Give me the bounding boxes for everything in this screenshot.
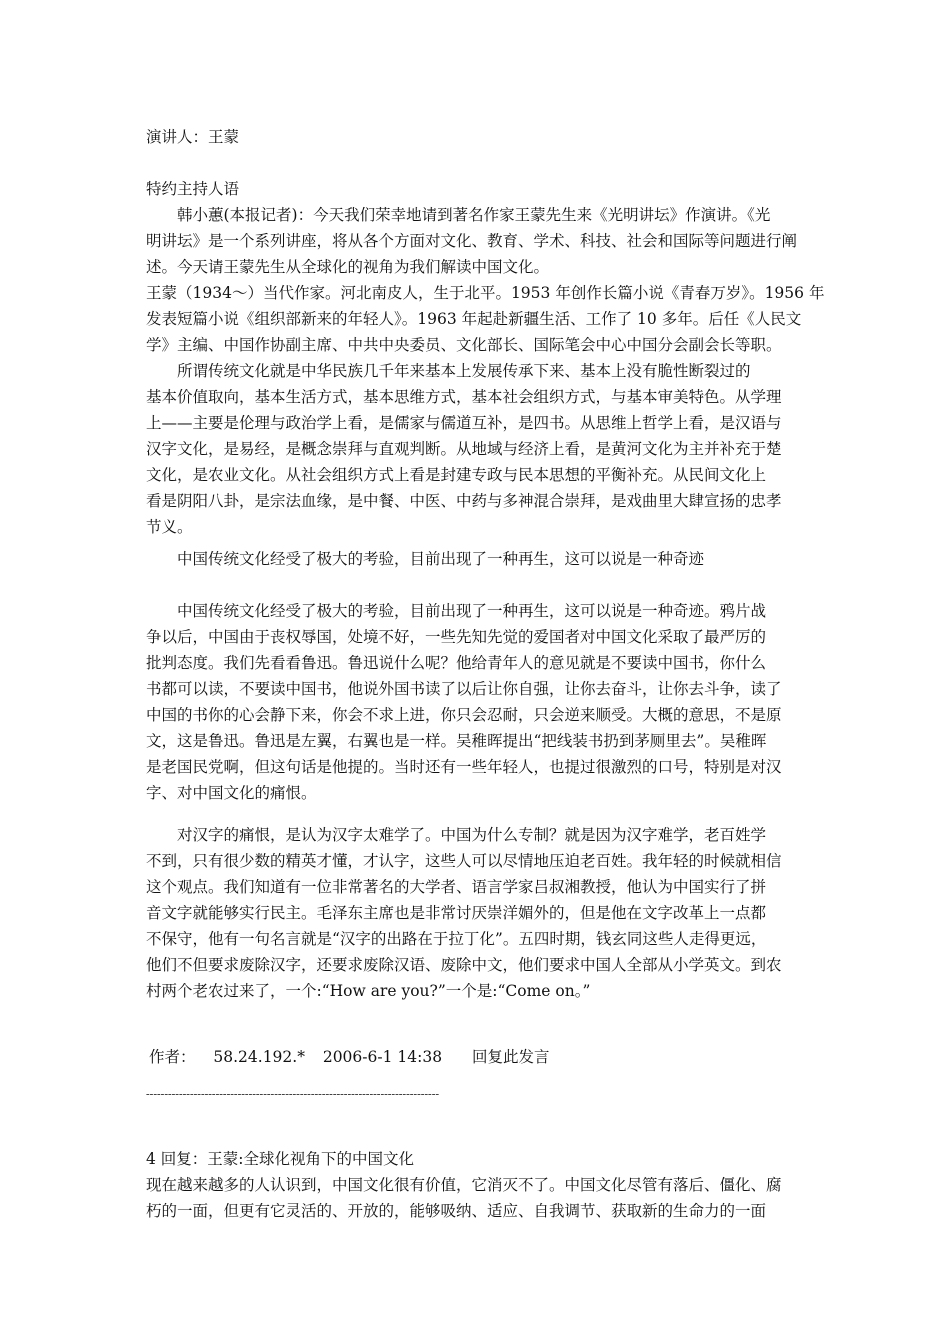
bio-line: 发表短篇小说《组织部新来的年轻人》。1963 年起赴新疆生活、工作了 10 多年。后任《人民文 [146, 310, 802, 328]
para1-line: 上——主要是伦理与政治学上看，是儒家与儒道互补，是四书。从思维上哲学上看，是汉语与 [146, 414, 782, 432]
host-heading: 特约主持人语 [146, 180, 240, 198]
para2-line: 批判态度。我们先看看鲁迅。鲁迅说什么呢？他给青年人的意见就是不要读中国书，你什么 [146, 654, 767, 672]
para3-line: 对汉字的痛恨，是认为汉字太难学了。中国为什么专制？就是因为汉字难学，老百姓学 [177, 826, 767, 844]
intro-line: 明讲坛》是一个系列讲座，将从各个方面对文化、教育、学术、科技、社会和国际等问题进行阐 [146, 232, 798, 250]
host-section [146, 176, 825, 540]
para2-line: 书都可以读，不要读中国书，他说外国书读了以后让你自强，让你去奋斗，让你去斗争，读了 [146, 680, 782, 698]
para3-line: 不保守，他有一句名言就是“汉字的出路在于拉丁化”。五四时期，钱玄同这些人走得更远， [146, 930, 767, 948]
bio-line: 王蒙（1934～）当代作家。河北南皮人，生于北平。1953 年创作长篇小说《青春万岁》。1956 年 [146, 284, 825, 302]
intro-line: 韩小蕙(本报记者)：今天我们荣幸地请到著名作家王蒙先生来《光明讲坛》作演讲。《光 [177, 206, 771, 224]
paragraph-2 [146, 598, 806, 806]
reply-title[interactable]: 4 回复：王蒙:全球化视角下的中国文化 [146, 1150, 415, 1168]
para3-line: 音文字就能够实行民主。毛泽东主席也是非常讨厌崇洋媚外的，但是他在文字改革上一点都 [146, 904, 767, 922]
para3-line: 他们不但要求废除汉字，还要求废除汉语、废除中文，他们要求中国人全部从小学英文。到农 [146, 956, 782, 974]
para2-line: 中国传统文化经受了极大的考验，目前出现了一种再生，这可以说是一种奇迹。鸦片战 [177, 602, 767, 620]
para2-line: 字、对中国文化的痛恨。 [146, 784, 317, 802]
para1-line: 所谓传统文化就是中华民族几千年来基本上发展传承下来、基本上没有脆性断裂过的 [177, 362, 751, 380]
para2-line: 文，这是鲁迅。鲁迅是左翼，右翼也是一样。吴稚晖提出“把线装书扔到茅厕里去”。吴稚晖 [146, 732, 767, 750]
reply-line: 现在越来越多的人认识到，中国文化很有价值，它消灭不了。中国文化尽管有落后、僵化、腐 [146, 1176, 782, 1194]
para1-line: 汉字文化，是易经，是概念崇拜与直观判断。从地域与经济上看，是黄河文化为主并补充于楚 [146, 440, 782, 458]
post-datetime: 2006-6-1 14:38 [322, 1048, 443, 1066]
post-meta-line [146, 1044, 806, 1070]
para2-line: 争以后，中国由于丧权辱国，处境不好，一些先知先觉的爱国者对中国文化采取了最严厉的 [146, 628, 767, 646]
intro-line: 述。今天请王蒙先生从全球化的视角为我们解读中国文化。 [146, 258, 550, 276]
para1-line: 看是阴阳八卦，是宗法血缘，是中餐、中医、中药与多神混合崇拜，是戏曲里大肆宣扬的忠孝 [146, 492, 782, 510]
subheading: 中国传统文化经受了极大的考验，目前出现了一种再生，这可以说是一种奇迹 [177, 550, 705, 568]
subheading-block [146, 546, 806, 572]
paragraph-3 [146, 822, 806, 1004]
author-ip: 58.24.192.* [213, 1048, 305, 1066]
author-label: 作者： [149, 1048, 196, 1066]
para3-line: 这个观点。我们知道有一位非常著名的大学者、语言学家吕叔湘教授，他认为中国实行了拼 [146, 878, 767, 896]
para3-line: 村两个老农过来了，一个:“How are you?”一个是:“Come on。” [146, 982, 591, 1000]
para2-line: 中国的书你的心会静下来，你会不求上进，你只会忍耐，只会逆来顺受。大概的意思，不是原 [146, 706, 782, 724]
para1-line: 基本价值取向，基本生活方式，基本思维方式，基本社会组织方式，与基本审美特色。从学理 [146, 388, 782, 406]
bio-line: 学》主编、中国作协副主席、中共中央委员、文化部长、国际笔会中心中国分会副会长等职。 [146, 336, 782, 354]
reply-line: 朽的一面，但更有它灵活的、开放的，能够吸纳、适应、自我调节、获取新的生命力的一面 [146, 1202, 767, 1220]
para1-line: 文化，是农业文化。从社会组织方式上看是封建专政与民本思想的平衡补充。从民间文化上 [146, 466, 767, 484]
speaker-line [146, 124, 806, 150]
para3-line: 不到，只有很少数的精英才懂，才认字，这些人可以尽情地压迫老百姓。我年轻的时候就相信 [146, 852, 782, 870]
speaker-text: 演讲人：王蒙 [146, 128, 240, 146]
post-meta [146, 1044, 806, 1070]
reply-link[interactable]: 回复此发言 [471, 1048, 550, 1066]
reply-section [146, 1146, 806, 1224]
divider-text: -------------------------------------------------------------------------------- [146, 1088, 440, 1100]
para1-line: 节义。 [146, 518, 193, 536]
para2-line: 是老国民党啊，但这句话是他提的。当时还有一些年轻人，也提过很激烈的口号，特别是对汉 [146, 758, 782, 776]
